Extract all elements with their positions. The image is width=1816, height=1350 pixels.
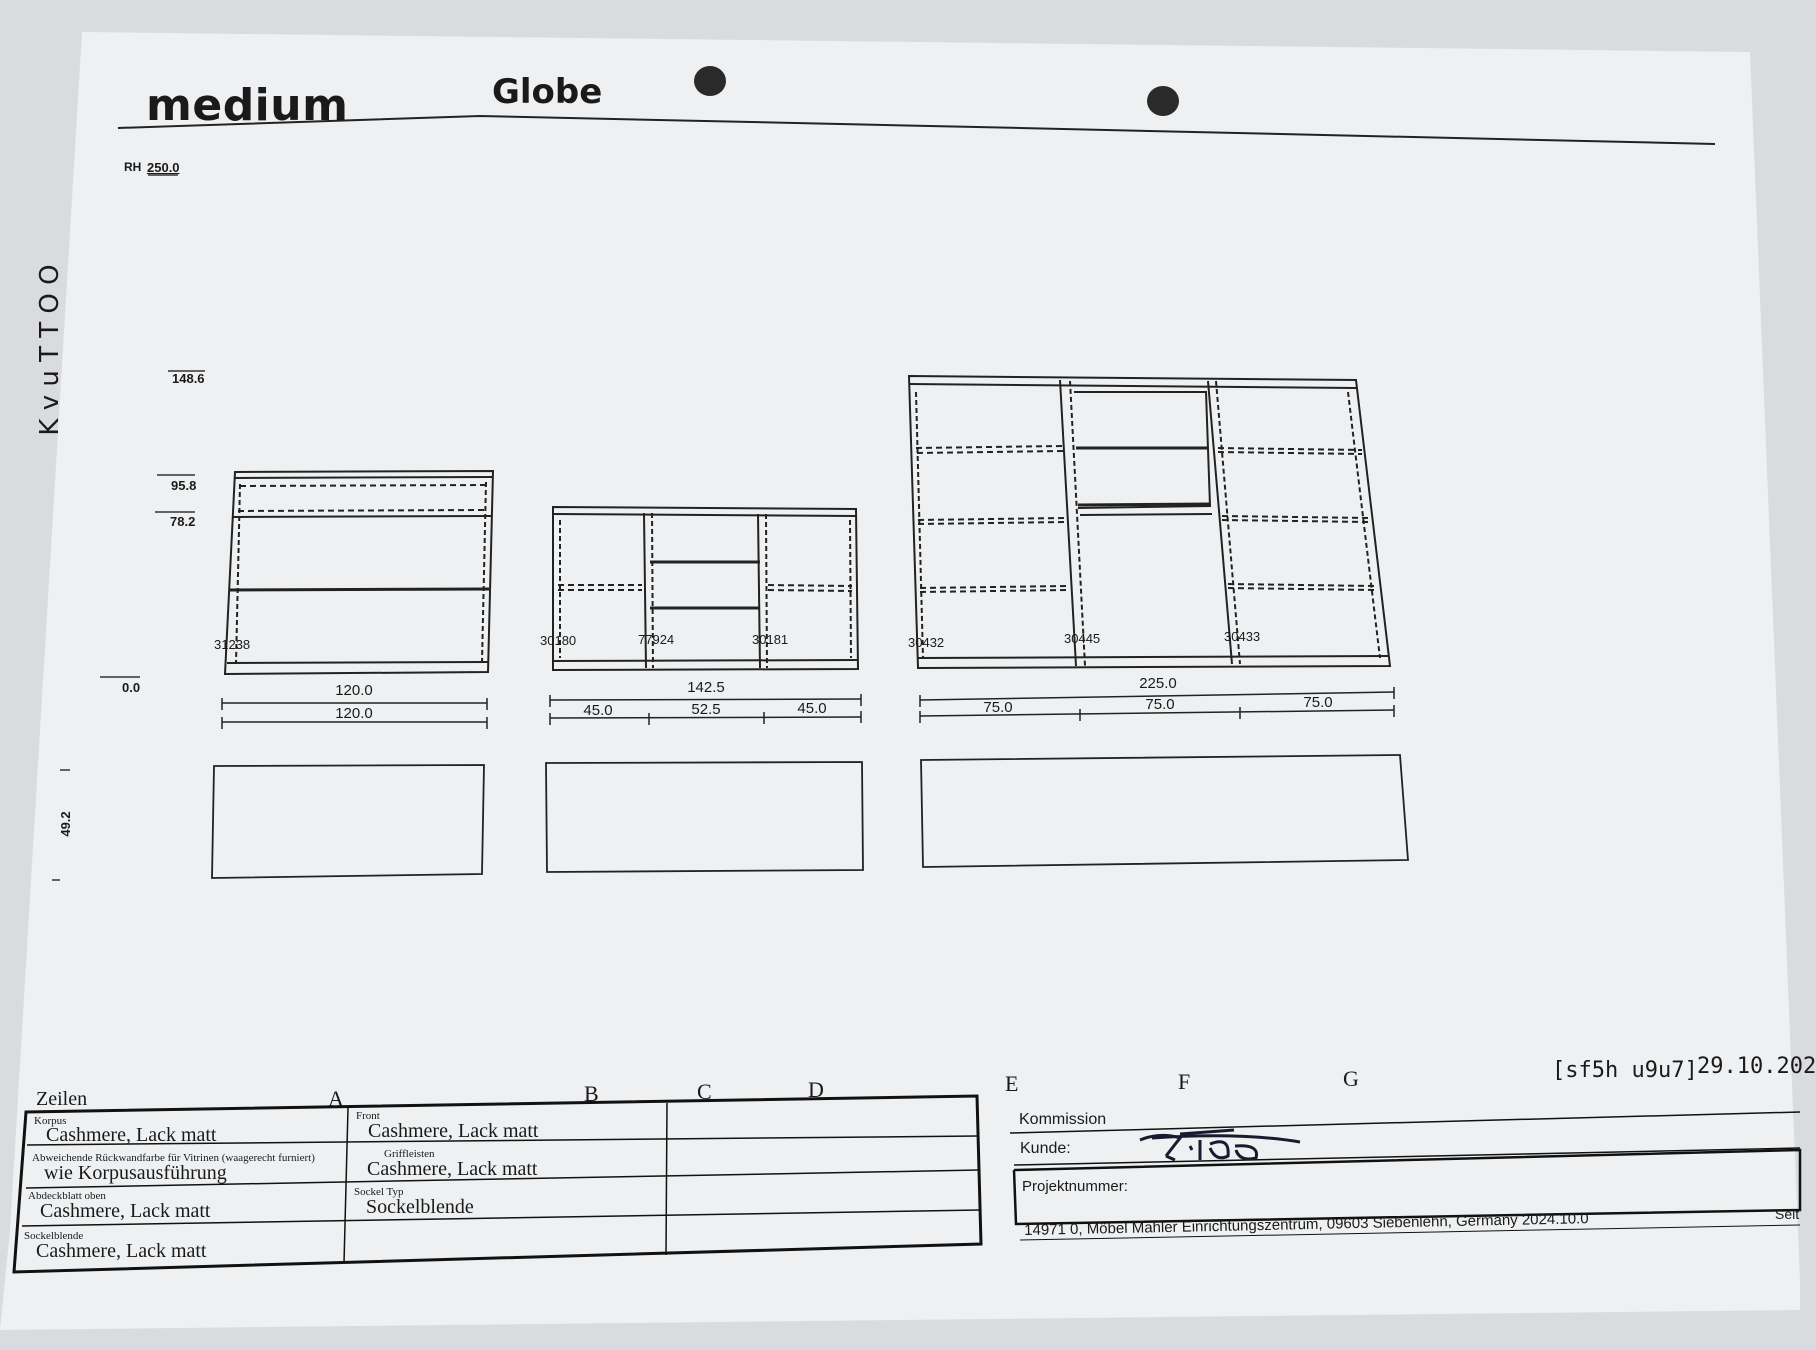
column-letter: G: [1343, 1066, 1359, 1091]
sockel-typ-label: Sockel Typ: [354, 1186, 404, 1198]
korpus-value: Cashmere, Lack matt: [46, 1124, 217, 1146]
section-width: 52.5: [691, 701, 721, 718]
projekt-label: Projektnummer:: [1022, 1178, 1128, 1195]
abdeckblatt-label: Abdeckblatt oben: [28, 1190, 106, 1202]
section-width: 45.0: [583, 702, 613, 719]
total-width: 225.0: [1139, 675, 1177, 692]
level-label: 148.6: [172, 371, 205, 386]
paper: [0, 32, 1800, 1330]
griffleisten-value: Cashmere, Lack matt: [367, 1158, 538, 1180]
rows-label: Zeilen: [36, 1088, 88, 1110]
room-height-value: 250.0: [147, 160, 180, 175]
level-label: 95.8: [171, 478, 197, 493]
front-label: Front: [356, 1110, 380, 1122]
section-width: 120.0: [335, 705, 373, 722]
sockelblende-label: Sockelblende: [24, 1230, 84, 1242]
rueckwand-label: Abweichende Rückwandfarbe für Vitrinen (waagerecht furniert): [32, 1152, 315, 1164]
document-date: 29.10.202: [1697, 1054, 1816, 1079]
column-letter: E: [1005, 1071, 1019, 1096]
level-label: 0.0: [122, 680, 141, 695]
section-width: 45.0: [797, 700, 827, 717]
kunde-label: Kunde:: [1020, 1140, 1071, 1157]
column-letter: F: [1178, 1069, 1191, 1094]
front-value: Cashmere, Lack matt: [368, 1120, 539, 1142]
total-width: 142.5: [687, 679, 725, 696]
section-width: 75.0: [983, 699, 1013, 716]
kommission-label: Kommission: [1019, 1111, 1107, 1128]
article-number: 31238: [214, 637, 251, 652]
article-number: 30433: [1224, 629, 1261, 644]
brand-title: medium: [146, 80, 349, 131]
column-letter: D: [808, 1077, 824, 1102]
griffleisten-label: Griffleisten: [384, 1148, 435, 1160]
total-width: 120.0: [335, 682, 373, 699]
sockelblende-value: Cashmere, Lack matt: [36, 1240, 207, 1262]
margin-handwriting: K v u T T O O: [35, 264, 65, 436]
abdeckblatt-value: Cashmere, Lack matt: [40, 1200, 211, 1222]
column-letter: B: [584, 1081, 599, 1106]
section-width: 75.0: [1145, 696, 1175, 713]
section-width: 75.0: [1303, 694, 1333, 711]
footer-address: 14971 0, Möbel Mahler Einrichtungszentrum, 09603 Siebenlehn, Germany 2024.10.0: [1024, 1210, 1589, 1239]
punch-hole: [694, 66, 726, 96]
reference-code: [sf5h u9u7]: [1552, 1058, 1698, 1083]
room-height-label: RH: [124, 160, 142, 174]
article-number: 30445: [1064, 631, 1101, 646]
page-label: Seit: [1775, 1206, 1800, 1222]
article-number: 77924: [638, 632, 675, 647]
article-number: 30180: [540, 633, 577, 648]
sockel-typ-value: Sockelblende: [366, 1196, 474, 1218]
article-number: 30432: [908, 635, 945, 650]
level-label: 78.2: [170, 514, 196, 529]
korpus-label: Korpus: [34, 1115, 67, 1127]
rueckwand-value: wie Korpusausführung: [44, 1162, 227, 1184]
depth-label: 49.2: [58, 811, 73, 837]
column-letter: C: [697, 1079, 712, 1104]
article-number: 30181: [752, 632, 789, 647]
column-letter: A: [328, 1086, 344, 1111]
model-title: Globe: [492, 72, 603, 112]
punch-hole: [1147, 86, 1179, 116]
